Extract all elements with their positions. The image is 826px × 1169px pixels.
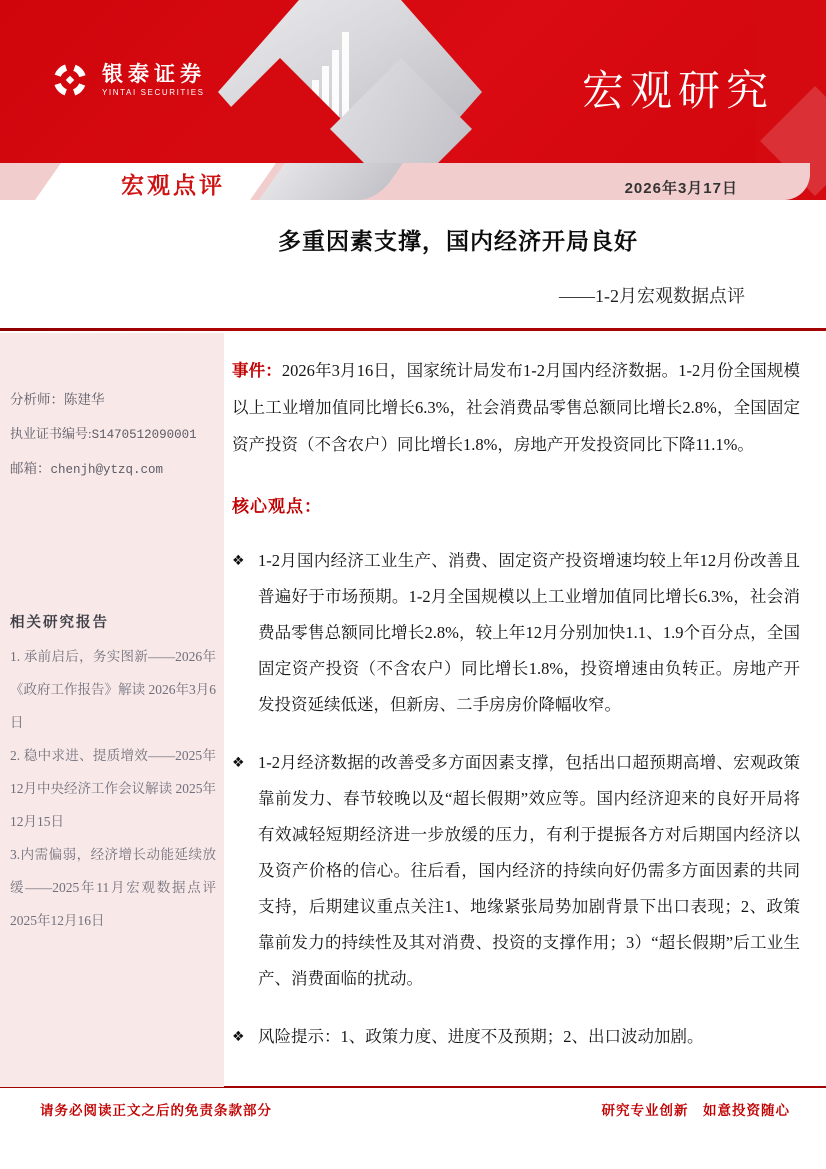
brand-logo-icon [50,60,90,100]
analyst-email-label: 邮箱： [10,461,51,476]
report-type-label: 宏观点评 [121,172,225,198]
core-viewpoints-label: 核心观点： [232,497,322,516]
viewpoint-item [232,543,800,723]
related-reports-list [10,640,216,937]
bullet-diamond-icon: ❖ [232,1029,245,1045]
brand-name-en: YINTAI SECURITIES [102,87,205,97]
report-date: 2026年3月17日 [624,180,738,197]
analyst-email-row [10,452,216,487]
page-title: 多重因素支撑，国内经济开局良好 [278,228,638,254]
event-label: 事件： [232,361,282,380]
brand-logo-text [102,63,206,98]
viewpoint-item [232,745,800,997]
title-divider-rule [0,328,826,331]
bullet-diamond-icon: ❖ [232,553,245,569]
viewpoint-text: 风险提示：1、政策力度、进度不及预期；2、出口波动加剧。 [258,1027,704,1046]
analyst-cert-number: S1470512090001 [91,428,197,442]
main-content [232,352,800,1077]
related-report-item: 3.内需偏弱，经济增长动能延续放缓——2025年11月宏观数据点评 2025年12月16日 [10,847,216,928]
brand-name-cn: 银泰证券 [102,62,206,86]
viewpoint-item [232,1019,800,1055]
related-reports-title: 相关研究报告 [10,615,109,631]
analyst-email: chenjh@ytzq.com [50,463,164,477]
analyst-cert-label: 执业证书编号: [10,426,92,441]
report-header [0,0,826,200]
related-report-item: 2. 稳中求进、提质增效——2025年12月中央经济工作会议解读 2025年12月15日 [10,748,216,829]
footer-slogan: 研究专业创新 如意投资随心 [601,1103,790,1118]
viewpoint-text: 1-2月经济数据的改善受多方面因素支撑，包括出口超预期高增、宏观政策靠前发力、春节较晚以及“超长假期”效应等。国内经济迎来的良好开局将有效减轻短期经济进一步放缓的压力，有利于提振各方对后期国内经济以及资产价格的信心。往后看，国内经济的持续向好仍需多方面因素的共同支持，后期建议重点关注1、地缘紧张局势加剧背景下出口表现；2、政策靠前发力的持续性及其对消费、投资的支撑作用；3）“超长假期”后工业生产、消费面临的扰动。 [258,753,800,988]
analyst-cert [10,417,216,452]
analyst-info [10,383,216,487]
footer [0,1099,826,1123]
related-report-item: 1. 承前启后，务实图新——2026年《政府工作报告》解读 2026年3月6日 [10,649,216,730]
page-subtitle: ——1-2月宏观数据点评 [559,286,745,306]
event-paragraph [232,352,800,463]
footer-disclaimer: 请务必阅读正文之后的免责条款部分 [40,1103,272,1118]
event-text: 2026年3月16日，国家统计局发布1-2月国内经济数据。1-2月份全国规模以上工业增加值同比增长6.3%，社会消费品零售总额同比增长2.8%，全国固定资产投资（不含农户）同比增长1.8%，房地产开发投资同比下降11.1%。 [232,361,800,454]
banner-title: 宏观研究 [581,67,774,114]
sidebar [0,333,224,1087]
core-viewpoints-list [232,543,800,1055]
bullet-diamond-icon: ❖ [232,755,245,771]
analyst-name: 分析师：陈建华 [10,392,105,407]
viewpoint-text: 1-2月国内经济工业生产、消费、固定资产投资增速均较上年12月份改善且普遍好于市场预期。1-2月全国规模以上工业增加值同比增长6.3%，社会消费品零售总额同比增长2.8%，较上年12月分别加快1.1、1.9个百分点，全国固定资产投资（不含农户）同比增长1.8%，投资增速由负转正。房地产开发投资延续低迷，但新房、二手房房价降幅收窄。 [258,551,800,714]
brand-logo [50,60,206,100]
